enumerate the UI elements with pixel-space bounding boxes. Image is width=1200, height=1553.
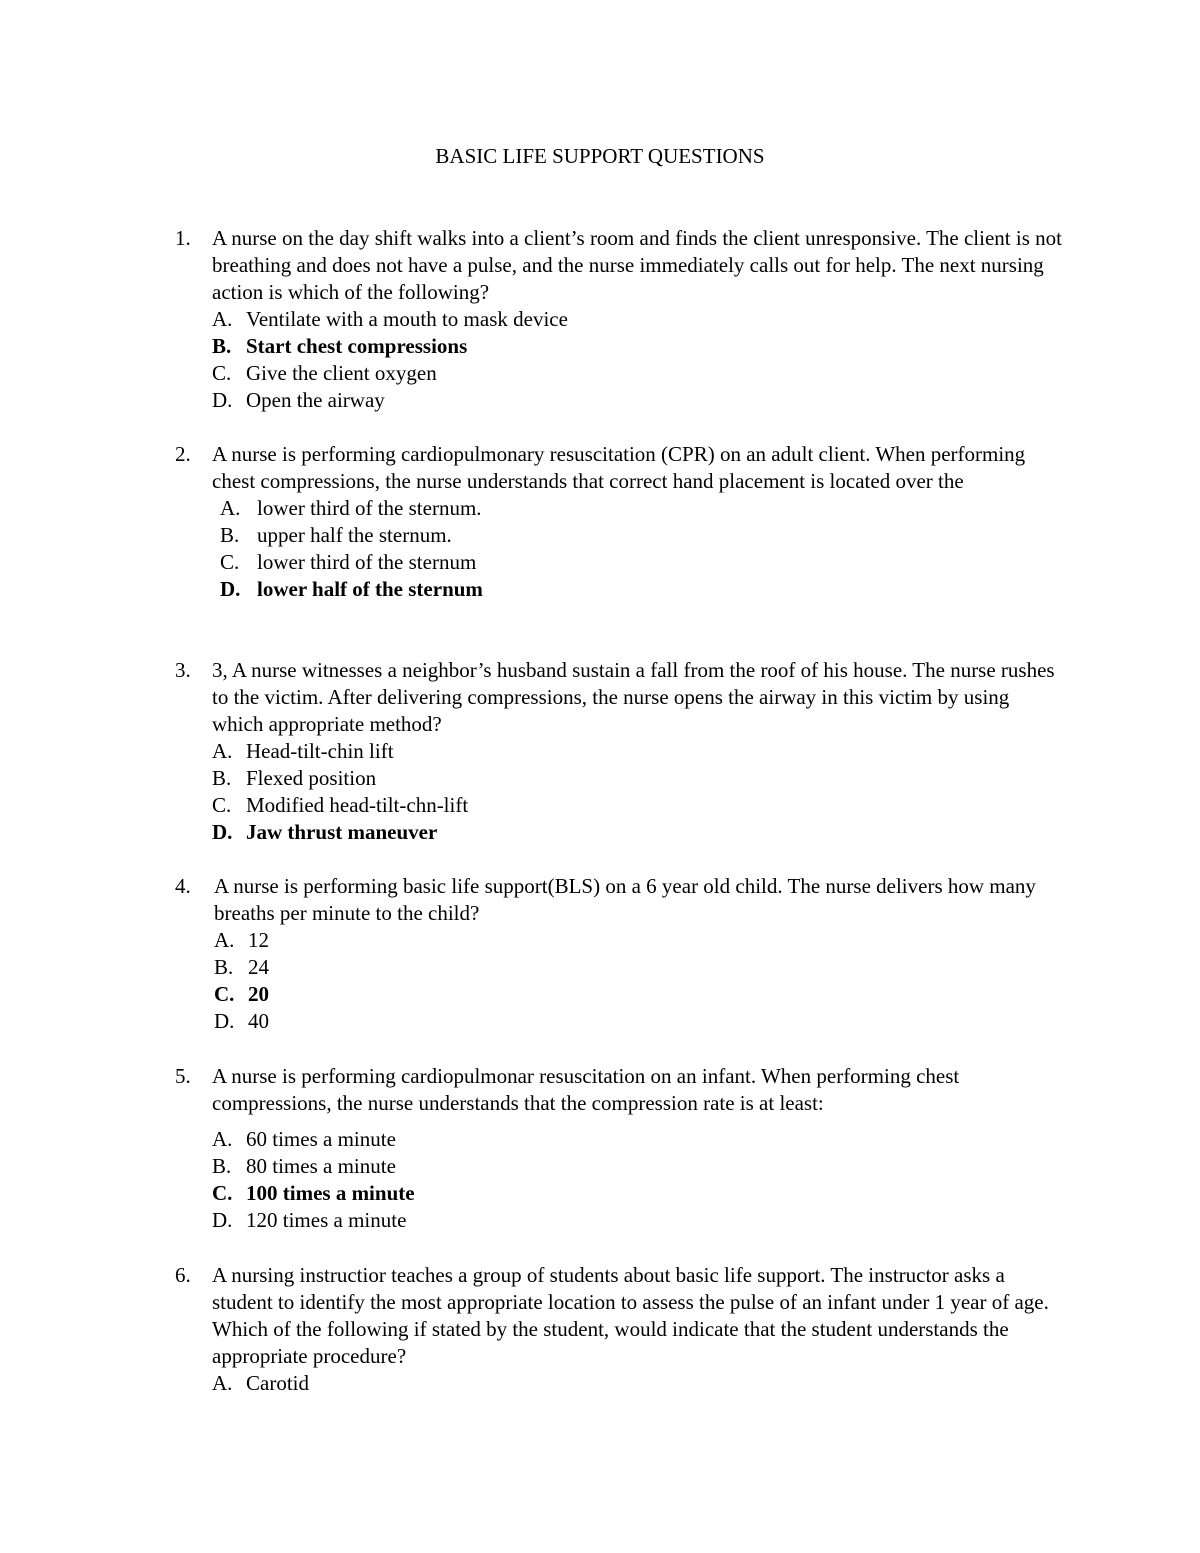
question-number: 4. xyxy=(175,874,191,898)
option-c xyxy=(212,360,1065,387)
question-4 xyxy=(175,873,1065,1035)
option-b xyxy=(214,954,1065,981)
question-text: A nurse is performing basic life support(BLS) on a 6 year old child. The nurse delivers how many breaths per minute to the child? xyxy=(214,874,1036,925)
question-text: A nurse on the day shift walks into a client’s room and finds the client unresponsive. The client is not breathing and does not have a pulse, and the nurse immediately calls out for help. The next nursing action is which of the following? xyxy=(212,226,1062,304)
option-text: Head-tilt-chin lift xyxy=(246,739,394,763)
option-text: lower third of the sternum xyxy=(257,550,477,574)
option-text: Start chest compressions xyxy=(246,334,468,358)
option-a xyxy=(212,738,1065,765)
option-letter: A. xyxy=(212,739,233,763)
option-letter: A. xyxy=(220,496,241,520)
option-d-correct xyxy=(212,819,1065,846)
option-letter: B. xyxy=(212,766,232,790)
option-letter: D. xyxy=(214,1009,235,1033)
option-letter: D. xyxy=(212,388,233,412)
option-text: lower half of the sternum xyxy=(257,577,483,601)
option-d xyxy=(212,1207,1065,1234)
question-number: 1. xyxy=(175,226,191,250)
option-letter: C. xyxy=(214,982,235,1006)
question-number: 2. xyxy=(175,442,191,466)
option-text: Carotid xyxy=(246,1371,309,1395)
option-text: 80 times a minute xyxy=(246,1154,396,1178)
option-a xyxy=(212,1370,1065,1397)
option-letter: D. xyxy=(212,820,233,844)
question-5 xyxy=(175,1063,1065,1234)
option-d-correct xyxy=(220,576,1065,603)
option-text: 20 xyxy=(248,982,269,1006)
option-letter: D. xyxy=(212,1208,233,1232)
option-text: 120 times a minute xyxy=(246,1208,407,1232)
option-a xyxy=(220,495,1065,522)
option-letter: C. xyxy=(212,793,232,817)
question-3 xyxy=(175,657,1065,846)
option-text: 100 times a minute xyxy=(246,1181,415,1205)
option-a xyxy=(214,927,1065,954)
option-text: Give the client oxygen xyxy=(246,361,437,385)
option-text: Ventilate with a mouth to mask device xyxy=(246,307,568,331)
option-a xyxy=(212,1126,1065,1153)
option-a xyxy=(212,306,1065,333)
option-c xyxy=(212,792,1065,819)
question-number: 6. xyxy=(175,1263,191,1287)
question-1 xyxy=(175,225,1065,414)
option-list xyxy=(212,306,1065,414)
option-list xyxy=(212,738,1065,846)
question-text: A nurse is performing cardiopulmonary resuscitation (CPR) on an adult client. When performing chest compressions, the nurse understands that correct hand placement is located over the xyxy=(212,442,1026,493)
option-d xyxy=(214,1008,1065,1035)
option-list xyxy=(212,1370,1065,1397)
option-letter: C. xyxy=(212,1181,233,1205)
question-2 xyxy=(175,441,1065,603)
option-text: Modified head-tilt-chn-lift xyxy=(246,793,469,817)
option-b xyxy=(212,765,1065,792)
question-text: A nurse is performing cardiopulmonar resuscitation on an infant. When performing chest compressions, the nurse understands that the compression rate is at least: xyxy=(212,1064,960,1115)
option-letter: C. xyxy=(220,550,240,574)
option-text: 40 xyxy=(248,1009,269,1033)
option-b xyxy=(212,1153,1065,1180)
option-c-correct xyxy=(212,1180,1065,1207)
question-number: 5. xyxy=(175,1064,191,1088)
option-list xyxy=(212,1126,1065,1234)
option-text: Open the airway xyxy=(246,388,385,412)
option-letter: B. xyxy=(212,334,232,358)
option-letter: C. xyxy=(212,361,232,385)
option-text: Jaw thrust maneuver xyxy=(246,820,438,844)
option-text: 24 xyxy=(248,955,269,979)
option-letter: B. xyxy=(212,1154,232,1178)
option-letter: A. xyxy=(212,307,233,331)
question-text: 3, A nurse witnesses a neighbor’s husband sustain a fall from the roof of his house. The nurse rushes to the victim. After delivering compressions, the nurse opens the airway in this victim by using which appropriate method? xyxy=(212,658,1055,736)
option-text: Flexed position xyxy=(246,766,377,790)
option-list xyxy=(214,927,1065,1035)
question-6 xyxy=(175,1262,1065,1397)
option-d xyxy=(212,387,1065,414)
option-letter: A. xyxy=(212,1371,233,1395)
question-text: A nursing instructior teaches a group of students about basic life support. The instructor asks a student to identify the most appropriate location to assess the pulse of an infant under 1 year of age. Which of the following if stated by the student, would indicate that the student understands the appropriate procedure? xyxy=(212,1263,1049,1368)
option-letter: A. xyxy=(212,1127,233,1151)
option-letter: B. xyxy=(220,523,240,547)
option-letter: D. xyxy=(220,577,241,601)
option-letter: B. xyxy=(214,955,234,979)
option-text: 60 times a minute xyxy=(246,1127,396,1151)
page-title: BASIC LIFE SUPPORT QUESTIONS xyxy=(435,144,765,168)
option-c-correct xyxy=(214,981,1065,1008)
option-b xyxy=(220,522,1065,549)
option-b-correct xyxy=(212,333,1065,360)
option-text: 12 xyxy=(248,928,269,952)
option-letter: A. xyxy=(214,928,235,952)
question-number: 3. xyxy=(175,658,191,682)
option-text: lower third of the sternum. xyxy=(257,496,482,520)
option-list xyxy=(220,495,1065,603)
option-c xyxy=(220,549,1065,576)
option-text: upper half the sternum. xyxy=(257,523,452,547)
